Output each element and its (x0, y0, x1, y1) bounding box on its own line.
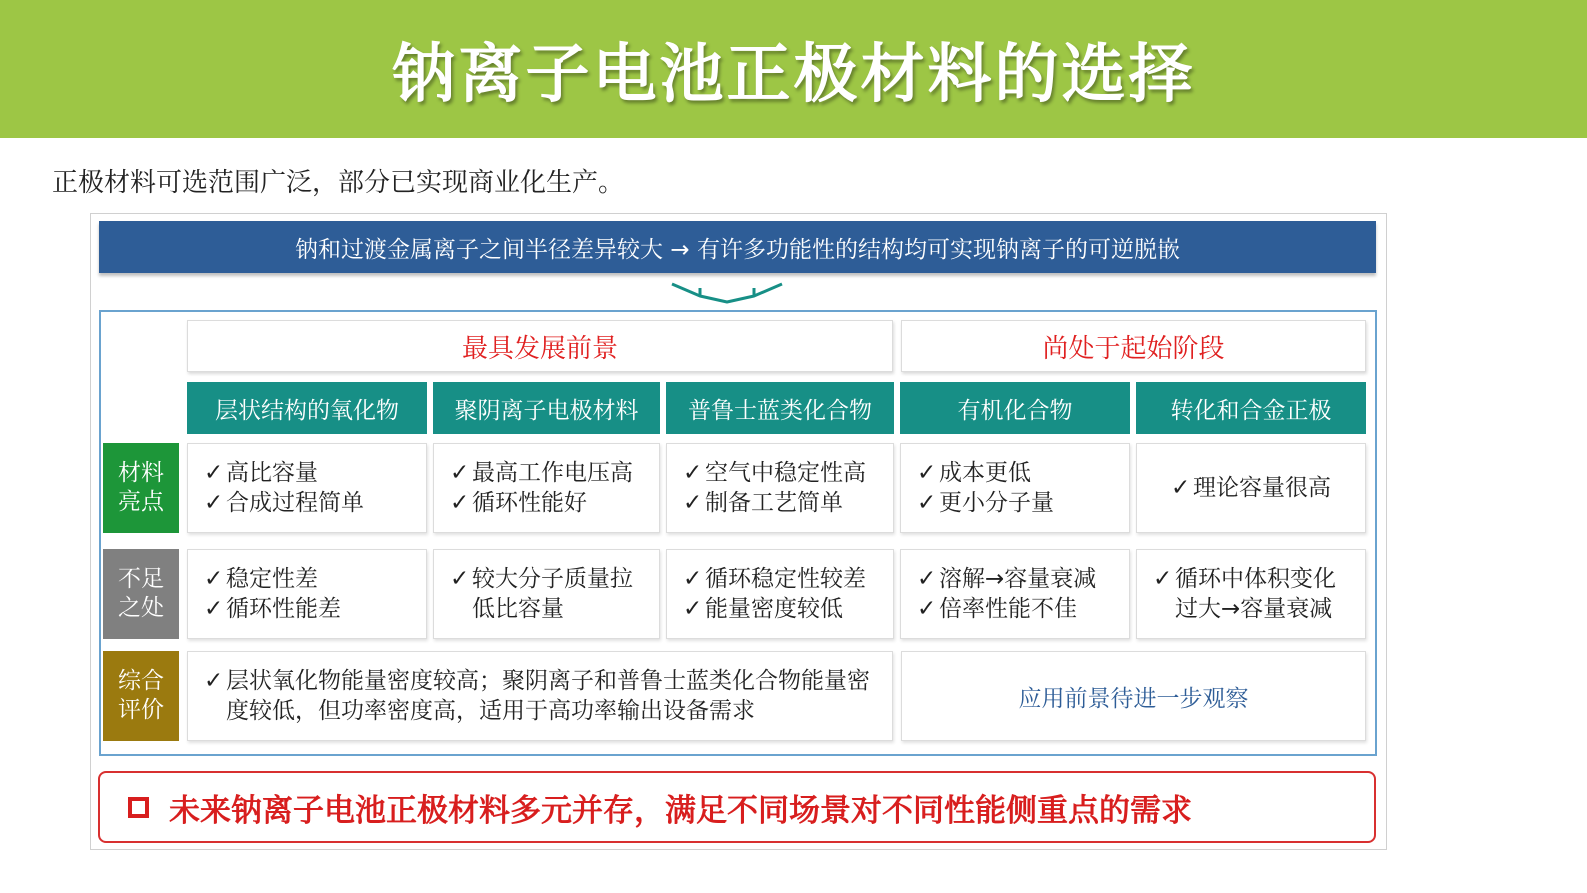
list-item: ✓ 较大分子质量拉 (450, 566, 633, 592)
column-header-prussian-blue: 普鲁士蓝类化合物 (666, 382, 894, 434)
cell-highlights-layered-oxide (187, 443, 427, 533)
list-item: ✓ 循环性能差 (204, 596, 341, 622)
check-icon: ✓ (204, 668, 224, 694)
list-item: ✓ 循环性能好 (450, 490, 587, 516)
chevron-down-icon (668, 278, 786, 306)
row-label-line: 评价 (118, 697, 164, 723)
row-label-line: 综合 (118, 668, 164, 694)
title-bar (0, 0, 1587, 138)
square-bullet-icon (128, 797, 149, 818)
check-icon: ✓ (917, 566, 937, 592)
list-item: ✓ 成本更低 (917, 460, 1031, 486)
row-label-evaluation (103, 651, 179, 741)
page-title: 钠离子电池正极材料的选择 (391, 38, 1196, 112)
row-label-line: 亮点 (118, 489, 164, 515)
list-item-continuation: 低比容量 (472, 596, 564, 622)
cell-highlights-conversion-alloy (1136, 443, 1366, 533)
cell-shortcomings-layered-oxide (187, 549, 427, 639)
list-item: ✓ 合成过程简单 (204, 490, 364, 516)
cell-evaluation-note: 应用前景待进一步观察 (901, 651, 1366, 741)
cell-shortcomings-conversion-alloy (1136, 549, 1366, 639)
check-icon: ✓ (450, 490, 470, 516)
cell-highlights-prussian-blue (666, 443, 894, 533)
list-item: ✓ 层状氧化物能量密度较高；聚阴离子和普鲁士蓝类化合物能量密度较低，但功率密度高，适用于高功率输出设备需求 (204, 668, 870, 724)
check-icon: ✓ (204, 596, 224, 622)
check-icon: ✓ (204, 490, 224, 516)
list-item: ✓ 溶解→容量衰减 (917, 566, 1097, 592)
row-label-highlights (103, 443, 179, 533)
column-header-conversion-alloy: 转化和合金正极 (1136, 382, 1366, 434)
row-label-line: 材料 (118, 460, 164, 486)
check-icon: ✓ (917, 490, 937, 516)
cell-highlights-organic (900, 443, 1130, 533)
check-icon: ✓ (450, 566, 470, 592)
check-icon: ✓ (204, 566, 224, 592)
cell-evaluation-main (187, 651, 893, 741)
column-header-organic: 有机化合物 (900, 382, 1130, 434)
list-item: ✓ 倍率性能不佳 (917, 596, 1077, 622)
list-item-continuation: 过大→容量衰减 (1175, 596, 1333, 622)
row-label-line: 之处 (118, 595, 164, 621)
list-item: ✓ 稳定性差 (204, 566, 318, 592)
subtitle: 正极材料可选范围广泛，部分已实现商业化生产。 (52, 168, 625, 198)
check-icon: ✓ (450, 460, 470, 486)
cell-highlights-polyanion (433, 443, 660, 533)
list-item: ✓ 最高工作电压高 (450, 460, 633, 486)
list-item: ✓ 高比容量 (204, 460, 318, 486)
category-promising: 最具发展前景 (187, 320, 893, 372)
check-icon: ✓ (683, 490, 703, 516)
list-item: ✓ 能量密度较低 (683, 596, 843, 622)
cell-shortcomings-polyanion (433, 549, 660, 639)
conclusion-text: 未来钠离子电池正极材料多元并存，满足不同场景对不同性能侧重点的需求 (169, 792, 1192, 829)
check-icon: ✓ (683, 596, 703, 622)
conclusion-box (98, 771, 1376, 843)
check-icon: ✓ (917, 460, 937, 486)
check-icon: ✓ (683, 460, 703, 486)
list-item: ✓ 循环中体积变化 (1153, 566, 1336, 592)
list-item: ✓ 更小分子量 (917, 490, 1054, 516)
list-item: ✓ 循环稳定性较差 (683, 566, 866, 592)
check-icon: ✓ (204, 460, 224, 486)
list-item: ✓ 制备工艺简单 (683, 490, 843, 516)
row-label-shortcomings (103, 549, 179, 639)
check-icon: ✓ (683, 566, 703, 592)
column-header-polyanion: 聚阴离子电极材料 (433, 382, 660, 434)
category-early-stage: 尚处于起始阶段 (901, 320, 1366, 372)
check-icon: ✓ (917, 596, 937, 622)
list-item: ✓ 理论容量很高 (1171, 475, 1331, 501)
list-item: ✓ 空气中稳定性高 (683, 460, 866, 486)
cell-shortcomings-organic (900, 549, 1130, 639)
row-label-line: 不足 (118, 566, 164, 592)
cell-shortcomings-prussian-blue (666, 549, 894, 639)
check-icon: ✓ (1153, 566, 1173, 592)
check-icon: ✓ (1171, 475, 1191, 501)
summary-banner: 钠和过渡金属离子之间半径差异较大 → 有许多功能性的结构均可实现钠离子的可逆脱嵌 (99, 221, 1376, 273)
column-header-layered-oxide: 层状结构的氧化物 (187, 382, 427, 434)
